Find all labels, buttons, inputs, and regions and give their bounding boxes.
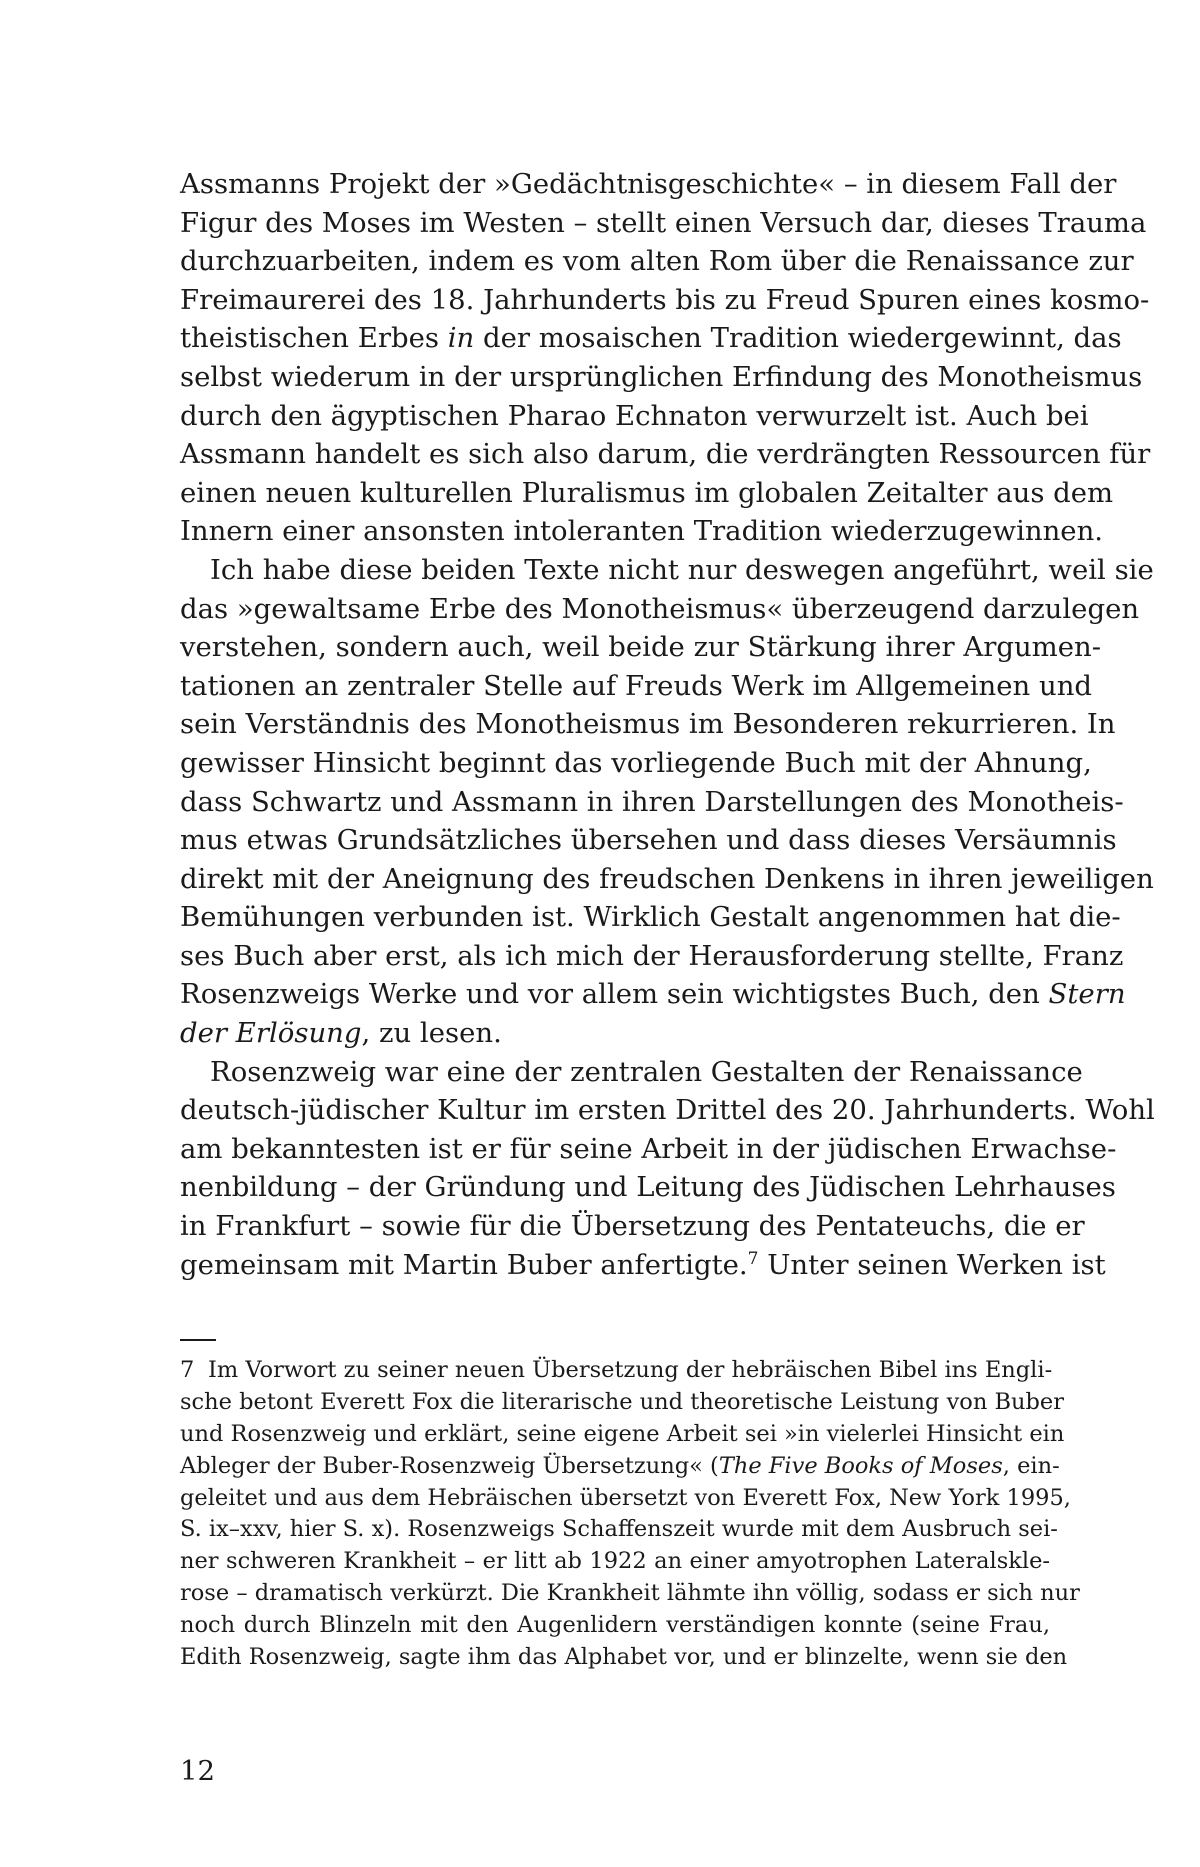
main-text [180,165,1155,1284]
footnote-separator [180,1339,216,1341]
text-line: ses Buch aber erst, als ich mich der Herausforderung stellte, Franz [180,939,1124,972]
text-line: Freimaurerei des 18. Jahrhunderts bis zu Freud Spuren eines kosmo- [180,283,1150,316]
text-line: durch den ägyptischen Pharao Echnaton verwurzelt ist. Auch bei [180,399,1089,432]
footnote-line: rose – dramatisch verkürzt. Die Krankheit lähmte ihn völlig, sodass er sich nur [180,1580,1080,1607]
text-line: Assmann handelt es sich also darum, die verdrängten Ressourcen für [180,438,1151,471]
footnote-line: noch durch Blinzeln mit den Augenlidern verständigen konnte (seine Frau, [180,1612,1050,1639]
text-line: in Frankfurt – sowie für die Übersetzung des Pentateuchs, die er [180,1210,1085,1243]
text-line: das »gewaltsame Erbe des Monotheismus« überzeugend darzulegen [180,592,1140,625]
text-line: Bemühungen verbunden ist. Wirklich Gestalt angenommen hat die- [180,901,1121,934]
text-line: durchzuarbeiten, indem es vom alten Rom über die Renaissance zur [180,245,1134,278]
footnote-line: Ableger der Buber-Rosenzweig Übersetzung« (The Five Books of Moses, ein- [180,1452,1060,1479]
text-line: einen neuen kulturellen Pluralismus im globalen Zeitalter aus dem [180,476,1114,509]
text-line: Rosenzweig war eine der zentralen Gestalten der Renaissance [210,1055,1083,1088]
footnote-line: ner schweren Krankheit – er litt ab 1922 an einer amyotrophen Lateralskle- [180,1548,1050,1575]
text-line: deutsch-jüdischer Kultur im ersten Drittel des 20. Jahrhunderts. Wohl [180,1094,1155,1127]
text-line: der Erlösung, zu lesen. [180,1017,502,1050]
footnote-line: S. ix–xxv, hier S. x). Rosenzweigs Schaffenszeit wurde mit dem Ausbruch sei- [180,1516,1058,1543]
text-line: direkt mit der Aneignung des freudschen Denkens in ihren jeweiligen [180,862,1154,895]
text-line: Ich habe diese beiden Texte nicht nur deswegen angeführt, weil sie [210,553,1154,586]
footnote-number: 7 [180,1357,195,1383]
text-line: Innern einer ansonsten intoleranten Tradition wiederzugewinnen. [180,515,1104,548]
page-number: 12 [180,1755,215,1787]
footnote-line: sche betont Everett Fox die literarische und theoretische Leistung von Buber [180,1388,1064,1415]
footnote-line: 7 Im Vorwort zu seiner neuen Übersetzung der hebräischen Bibel ins Engli- [180,1355,1050,1387]
footnote-reference[interactable]: 7 [747,1248,759,1269]
text-line: nenbildung – der Gründung und Leitung des Jüdischen Lehrhauses [180,1171,1116,1204]
footnote-line: und Rosenzweig und erklärt, seine eigene Arbeit sei »in vielerlei Hinsicht ein [180,1420,1065,1447]
text-line: verstehen, sondern auch, weil beide zur Stärkung ihrer Argumen- [180,631,1102,664]
text-line: dass Schwartz und Assmann in ihren Darstellungen des Monotheis- [180,785,1124,818]
text-line: selbst wiederum in der ursprünglichen Erfindung des Monotheismus [180,360,1143,393]
text-line: tationen an zentraler Stelle auf Freuds Werk im Allgemeinen und [180,669,1093,702]
text-line: mus etwas Grundsätzliches übersehen und dass dieses Versäumnis [180,824,1117,857]
text-line: sein Verständnis des Monotheismus im Besonderen rekurrieren. In [180,708,1116,741]
text-line: gewisser Hinsicht beginnt das vorliegende Buch mit der Ahnung, [180,746,1092,779]
text-line: Figur des Moses im Westen – stellt einen Versuch dar, dieses Trauma [180,206,1147,239]
text-line: am bekanntesten ist er für seine Arbeit in der jüdischen Erwachse- [180,1132,1117,1165]
footnote-line: Edith Rosenzweig, sagte ihm das Alphabet vor, und er blinzelte, wenn sie den [180,1644,1068,1671]
footnote-line: geleitet und aus dem Hebräischen übersetzt von Everett Fox, New York 1995, [180,1484,1071,1511]
footnote [180,1355,1080,1674]
text-line: theistischen Erbes in der mosaischen Tradition wiedergewinnt, das [180,322,1122,355]
text-line: Assmanns Projekt der »Gedächtnisgeschichte« – in diesem Fall der [180,168,1117,200]
text-line: gemeinsam mit Martin Buber anfertigte.$^7$ Unter seinen Werken ist [180,1248,1106,1281]
text-line: Rosenzweigs Werke und vor allem sein wichtigstes Buch, den Stern [180,978,1126,1011]
